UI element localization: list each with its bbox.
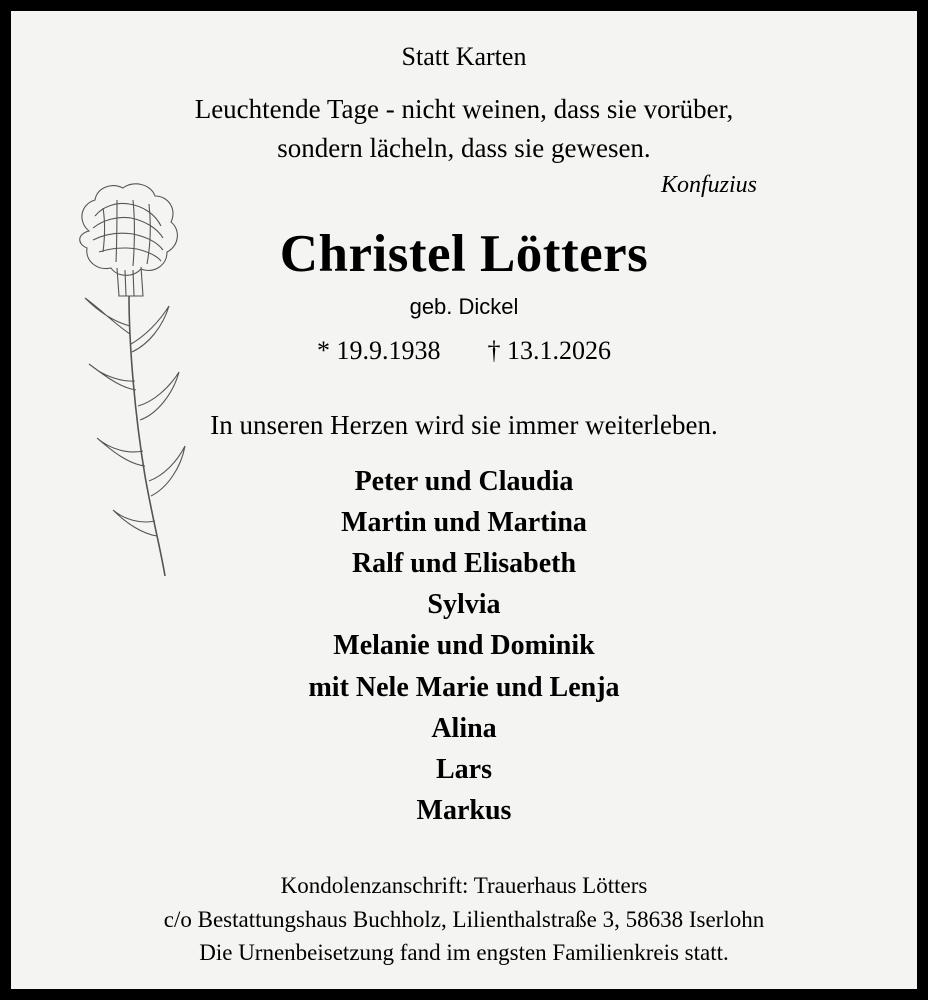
maiden-name: geb. Dickel [409,293,519,319]
survivors-list [51,461,877,831]
verse-author: Konfuzius [660,172,757,199]
survivor-item: Ralf und Elisabeth [351,548,577,580]
burial-note-line: Die Urnenbeisetzung fand im engsten Familienkreis statt. [199,939,729,965]
memory-line: In unseren Herzen wird sie immer weiterleben. [210,409,718,440]
survivor-item: Markus [416,795,512,827]
funeral-home-line: c/o Bestattungshaus Buchholz, Lilienthalstraße 3, 58638 Iserlohn [163,906,765,932]
birth-date: * 19.9.1938 [317,335,441,365]
life-dates [51,336,877,366]
survivor-item: Peter und Claudia [354,465,574,497]
survivor-item: mit Nele Marie und Lenja [308,671,620,703]
survivor-item: Melanie und Dominik [333,630,595,662]
death-date: † 13.1.2026 [487,335,611,365]
condolence-address-line: Kondolenzanschrift: Trauerhaus Lötters [280,873,648,899]
survivor-item: Lars [436,753,492,785]
verse-line-2: sondern lächeln, dass sie gewesen. [277,133,651,164]
survivor-item: Martin und Martina [341,506,587,538]
obituary-content [11,11,917,989]
footer-block [51,869,877,969]
verse-line-1: Leuchtende Tage - nicht weinen, dass sie vorüber, [194,94,734,125]
statt-karten-label: Statt Karten [401,42,527,71]
survivor-item: Sylvia [427,589,501,621]
verse-block [51,90,877,168]
survivor-item: Alina [431,712,497,744]
obituary-paper [10,10,918,990]
deceased-name: Christel Lötters [279,225,649,284]
